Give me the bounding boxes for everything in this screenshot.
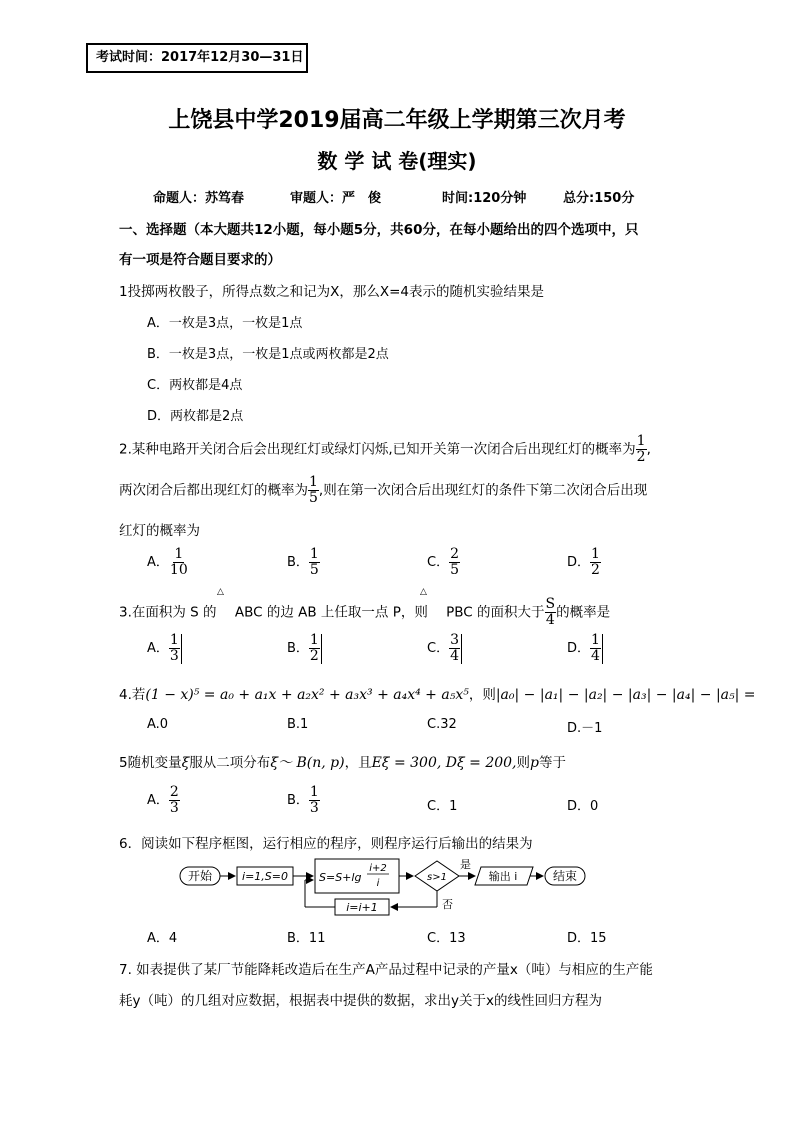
question-1-stem: 1投掷两枚骰子，所得点数之和记为X，那么X=4表示的随机实验结果是: [119, 284, 544, 300]
question-3-line: [119, 597, 610, 628]
question-3-text3: PBC 的面积大于: [446, 604, 545, 621]
question-5-prefix: 5随机变量: [119, 755, 182, 771]
question-2-line2: [119, 475, 647, 506]
fraction-numerator: S: [545, 596, 556, 612]
flow-assign-prefix: S=S+lg: [319, 871, 362, 884]
fraction-denominator: 5: [309, 490, 318, 506]
question-4-option-b: B.1: [287, 717, 309, 732]
option-label: A．: [147, 793, 169, 808]
question-3-option-b: [287, 633, 322, 664]
option-label: A．: [147, 641, 169, 656]
question-4-prefix: 4.若: [119, 687, 146, 703]
fraction-denominator: 2: [309, 648, 319, 664]
question-5-option-b: [287, 785, 320, 816]
section-heading-line1: 一、选择题（本大题共12小题，每小题5分，共60分，在每小题给出的四个选项中，只: [119, 222, 639, 238]
question-7-line2: 耗y（吨）的几组对应数据，根据表中提供的数据，求出y关于x的线性回归方程为: [119, 993, 602, 1009]
question-2-stem-text4: 红灯的概率为: [119, 523, 200, 539]
fraction-bar-mark: [181, 634, 182, 664]
question-5-distribution: ξ～ B(n, p): [270, 755, 345, 771]
question-2-option-c: [427, 547, 460, 578]
flow-start-label: 开始: [187, 869, 213, 883]
fraction-numerator: 1: [309, 784, 319, 800]
fraction-denominator: 2: [591, 562, 600, 578]
question-2-option-d: [567, 547, 601, 578]
fraction-bar-mark: [602, 634, 603, 664]
fraction-denominator: 4: [591, 648, 600, 664]
question-1-option-a: A．一枚是3点，一枚是1点: [147, 316, 303, 331]
flow-end-label: 结束: [552, 869, 578, 883]
question-5-condition: Eξ = 300, Dξ = 200,: [371, 755, 517, 771]
fraction-numerator: 1: [309, 546, 319, 562]
triangle-symbol: △: [217, 587, 224, 597]
question-2-line1: [119, 434, 651, 465]
fraction-numerator: 1: [636, 433, 646, 449]
question-5-tail: 等于: [538, 755, 566, 771]
option-label: C．: [427, 641, 450, 656]
fraction-denominator: 5: [309, 562, 319, 578]
fraction-bar-mark: [321, 634, 322, 664]
program-flowchart: [175, 856, 595, 918]
question-5-p: p: [530, 755, 539, 771]
question-5-mid1: 服从二项分布: [189, 755, 271, 771]
question-2-option-a: [147, 547, 189, 578]
option-label: B．: [287, 641, 309, 656]
exam-time-box: [86, 43, 308, 73]
flow-assign-denominator: i: [376, 878, 380, 889]
question-5-xi: ξ: [181, 755, 190, 771]
question-4-formula2: |a₀| − |a₁| − |a₂| − |a₃| − |a₄| − |a₅| =: [495, 687, 756, 703]
fraction-numerator: 2: [450, 546, 459, 562]
flow-assign-numerator: i+2: [369, 863, 387, 874]
question-3-option-c: [427, 633, 462, 664]
fraction-numerator: 1: [169, 632, 179, 648]
fraction-numerator: 1: [174, 546, 184, 562]
question-6-option-c: C．13: [427, 931, 466, 946]
question-5-mid3: 则: [516, 755, 530, 771]
question-4-mid: ，则: [468, 687, 496, 703]
question-6-option-d: D．15: [567, 931, 607, 946]
fraction-numerator: 3: [450, 632, 459, 648]
option-label: B．: [287, 793, 309, 808]
flow-init-label: i=1,S=0: [242, 870, 288, 883]
flow-no-label: 否: [442, 898, 453, 911]
fraction-one-half: [636, 434, 647, 465]
question-6-stem: 6．阅读如下程序框图，运行相应的程序，则程序运行后输出的结果为: [119, 836, 533, 852]
fraction-numerator: 2: [169, 784, 179, 800]
question-5-mid2: ，且: [344, 755, 372, 771]
option-label: B．: [287, 555, 309, 570]
question-6-option-b: B．11: [287, 931, 326, 946]
option-label: A．: [147, 555, 169, 570]
fraction-bar-mark: [461, 634, 462, 664]
question-3-text1: 3.在面积为 S 的: [119, 604, 217, 621]
question-6-option-a: A．4: [147, 931, 178, 946]
author-label: 命题人：苏笃春: [153, 191, 245, 206]
option-label: D．: [567, 555, 591, 570]
question-4-line: [119, 683, 756, 703]
fraction-denominator: 3: [169, 648, 179, 664]
total-score-label: 总分:150分: [563, 191, 635, 206]
question-1-option-c: C．两枚都是4点: [147, 378, 243, 393]
fraction-denominator: 5: [450, 562, 459, 578]
question-1-option-d: D．两枚都是2点: [147, 409, 244, 424]
triangle-symbol: △: [420, 587, 427, 597]
fraction-denominator: 3: [309, 800, 319, 816]
section-heading-line2: 有一项是符合题目要求的）: [119, 252, 281, 268]
fraction-numerator: 1: [591, 632, 600, 648]
question-3-option-d: [567, 633, 603, 664]
page-subtitle: 数 学 试 卷(理实): [317, 149, 477, 173]
question-2-stem-text2: 两次闭合后都出现红灯的概率为: [119, 482, 308, 499]
page-title: 上饶县中学2019届高二年级上学期第三次月考: [168, 108, 626, 133]
question-7-line1: 7. 如表提供了某厂节能降耗改造后在生产A产品过程中记录的产量x（吨）与相应的生产能: [119, 962, 653, 978]
exam-time-text: 考试时间：2017年12月30—31日: [96, 50, 304, 65]
question-1-option-b: B．一枚是3点，一枚是1点或两枚都是2点: [147, 347, 389, 362]
question-4-option-a: A.0: [147, 717, 169, 732]
question-5-option-a: [147, 785, 180, 816]
question-2-comma: ,: [646, 441, 651, 458]
fraction-denominator: 2: [636, 449, 646, 465]
option-label: D．: [567, 641, 591, 656]
fraction-numerator: 1: [309, 474, 318, 490]
question-3-text2: ABC 的边 AB 上任取一点 P，则: [234, 604, 428, 621]
question-4-formula: (1 − x)⁵ = a₀ + a₁x + a₂x² + a₃x³ + a₄x⁴ + a₅x⁵: [145, 687, 469, 703]
question-3-option-a: [147, 633, 182, 664]
fraction-s-over-4: [545, 597, 557, 628]
fraction-numerator: 1: [309, 632, 319, 648]
question-4-option-c: C.32: [427, 717, 457, 732]
question-2-stem-text3: ,则在第一次闭合后出现红灯的条件下第二次闭合后出现: [318, 482, 648, 499]
fraction-one-fifth: [308, 475, 319, 506]
flow-output-label: 输出 i: [488, 870, 518, 883]
fraction-denominator: 4: [450, 648, 459, 664]
reviewer-label: 审题人：严 俊: [290, 191, 382, 206]
question-2-stem-text1: 2.某种电路开关闭合后会出现红灯或绿灯闪烁,已知开关第一次闭合后出现红灯的概率为: [119, 441, 636, 458]
question-5-line: [119, 751, 566, 772]
flow-increment-label: i=i+1: [346, 901, 378, 914]
flow-decision-label: s>1: [427, 872, 447, 883]
fraction-denominator: 10: [169, 562, 188, 578]
fraction-denominator: 3: [169, 800, 179, 816]
fraction-denominator: 4: [545, 612, 555, 628]
fraction-numerator: 1: [591, 546, 600, 562]
duration-label: 时间:120分钟: [442, 191, 527, 206]
question-2-option-b: [287, 547, 320, 578]
question-5-option-c: C．1: [427, 799, 458, 814]
question-3-text4: 的概率是: [556, 604, 611, 621]
flow-yes-label: 是: [460, 858, 471, 871]
option-label: C．: [427, 555, 450, 570]
question-4-option-d: D.－1: [567, 721, 603, 736]
question-5-option-d: D．0: [567, 799, 599, 814]
